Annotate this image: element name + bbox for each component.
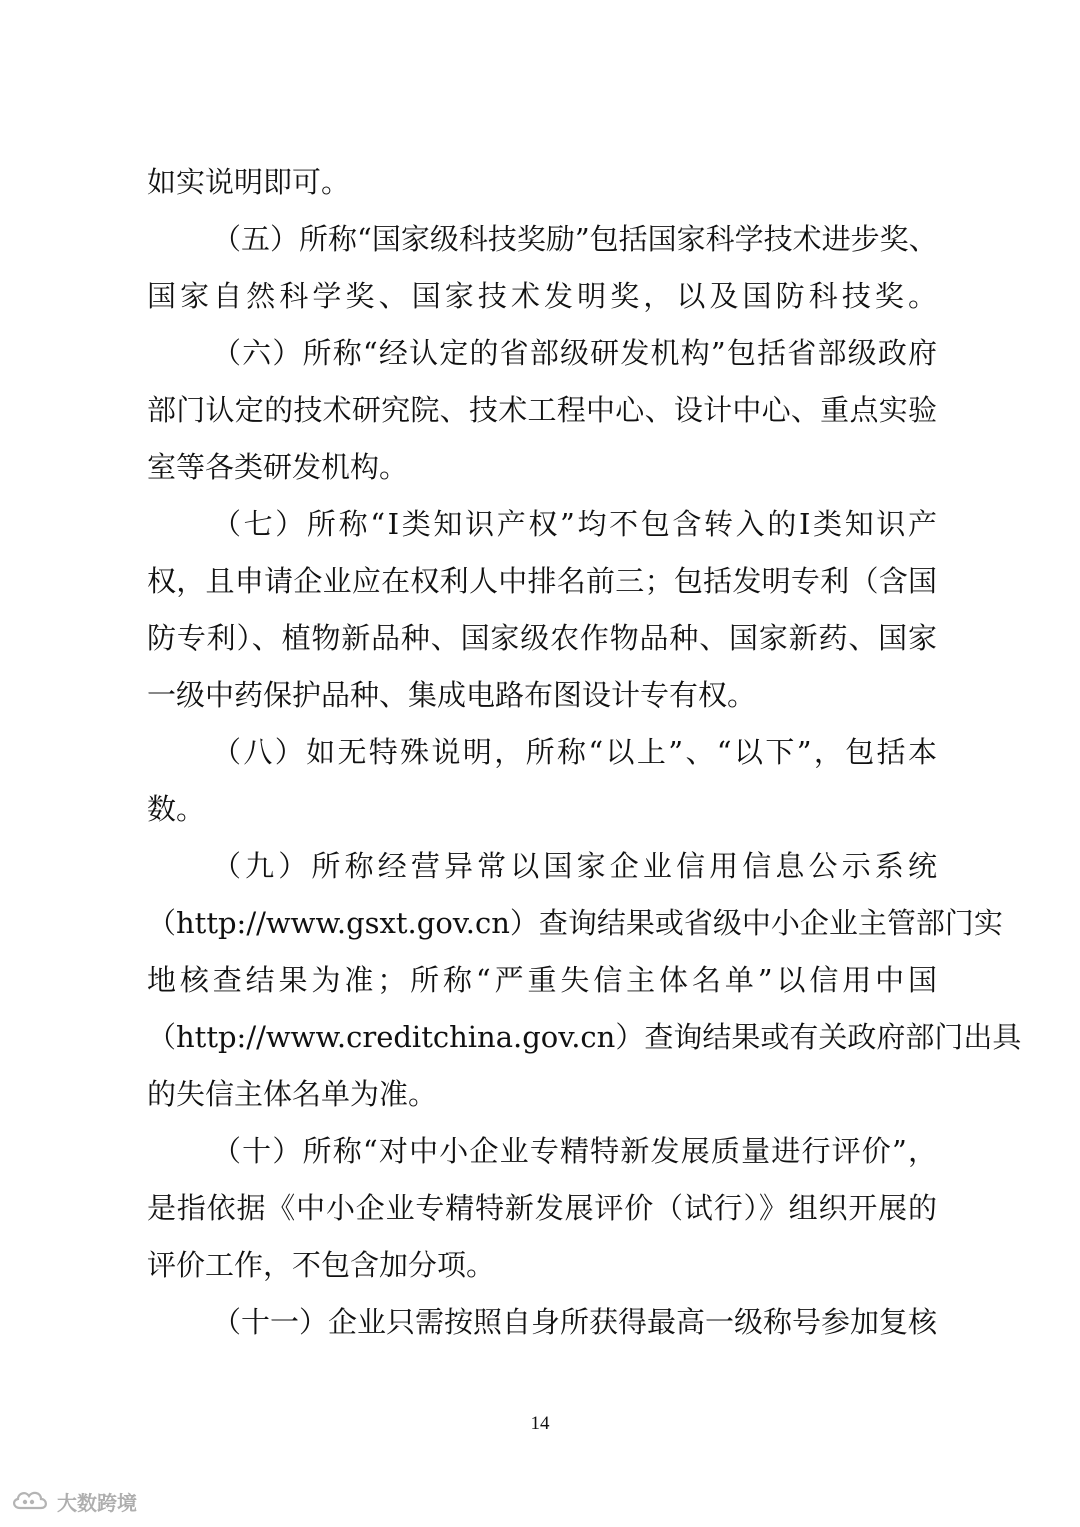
text-line-9: 防专利）、植物新品种、国家级农作物品种、国家新药、国家	[147, 621, 937, 655]
text-line-3: 国家自然科学奖、国家技术发明奖，以及国防科技奖。	[147, 279, 937, 313]
text-line-2: （五）所称“国家级科技奖励”包括国家科学技术进步奖、	[212, 222, 938, 256]
text-line-19: 是指依据《中小企业专精特新发展评价（试行）》组织开展的	[147, 1191, 937, 1225]
text-line-20: 评价工作，不包含加分项。	[147, 1248, 496, 1282]
text-line-8: 权，且申请企业应在权利人中排名前三；包括发明专利（含国	[147, 564, 937, 598]
text-line-4: （六）所称“经认定的省部级研发机构”包括省部级政府	[212, 336, 937, 370]
text-line-21: （十一）企业只需按照自身所获得最高一级称号参加复核	[212, 1305, 938, 1339]
text-line-13: （九）所称经营异常以国家企业信用信息公示系统	[212, 849, 937, 883]
text-line-14: （http://www.gsxt.gov.cn）查询结果或省级中小企业主管部门实	[147, 906, 1003, 940]
page-number: 14	[530, 1413, 550, 1434]
text-line-6: 室等各类研发机构。	[147, 450, 409, 484]
watermark	[10, 1488, 137, 1518]
text-line-15: 地核查结果为准；所称“严重失信主体名单”以信用中国	[147, 963, 937, 997]
text-line-18: （十）所称“对中小企业专精特新发展质量进行评价”，	[212, 1134, 937, 1168]
text-line-5: 部门认定的技术研究院、技术工程中心、设计中心、重点实验	[147, 393, 937, 427]
watermark-text: 大数跨境	[57, 1491, 137, 1515]
text-line-16: （http://www.creditchina.gov.cn）查询结果或有关政府部门出具	[147, 1020, 1022, 1054]
text-line-11: （八）如无特殊说明，所称“以上”、“以下”，包括本	[212, 735, 937, 769]
text-line-1: 如实说明即可。	[147, 165, 351, 199]
text-line-12: 数。	[147, 792, 206, 826]
text-line-17: 的失信主体名单为准。	[147, 1077, 438, 1111]
cloud-logo-icon	[10, 1488, 52, 1518]
text-line-10: 一级中药保护品种、集成电路布图设计专有权。	[147, 678, 757, 712]
text-line-7: （七）所称“Ⅰ类知识产权”均不包含转入的Ⅰ类知识产	[212, 507, 937, 541]
